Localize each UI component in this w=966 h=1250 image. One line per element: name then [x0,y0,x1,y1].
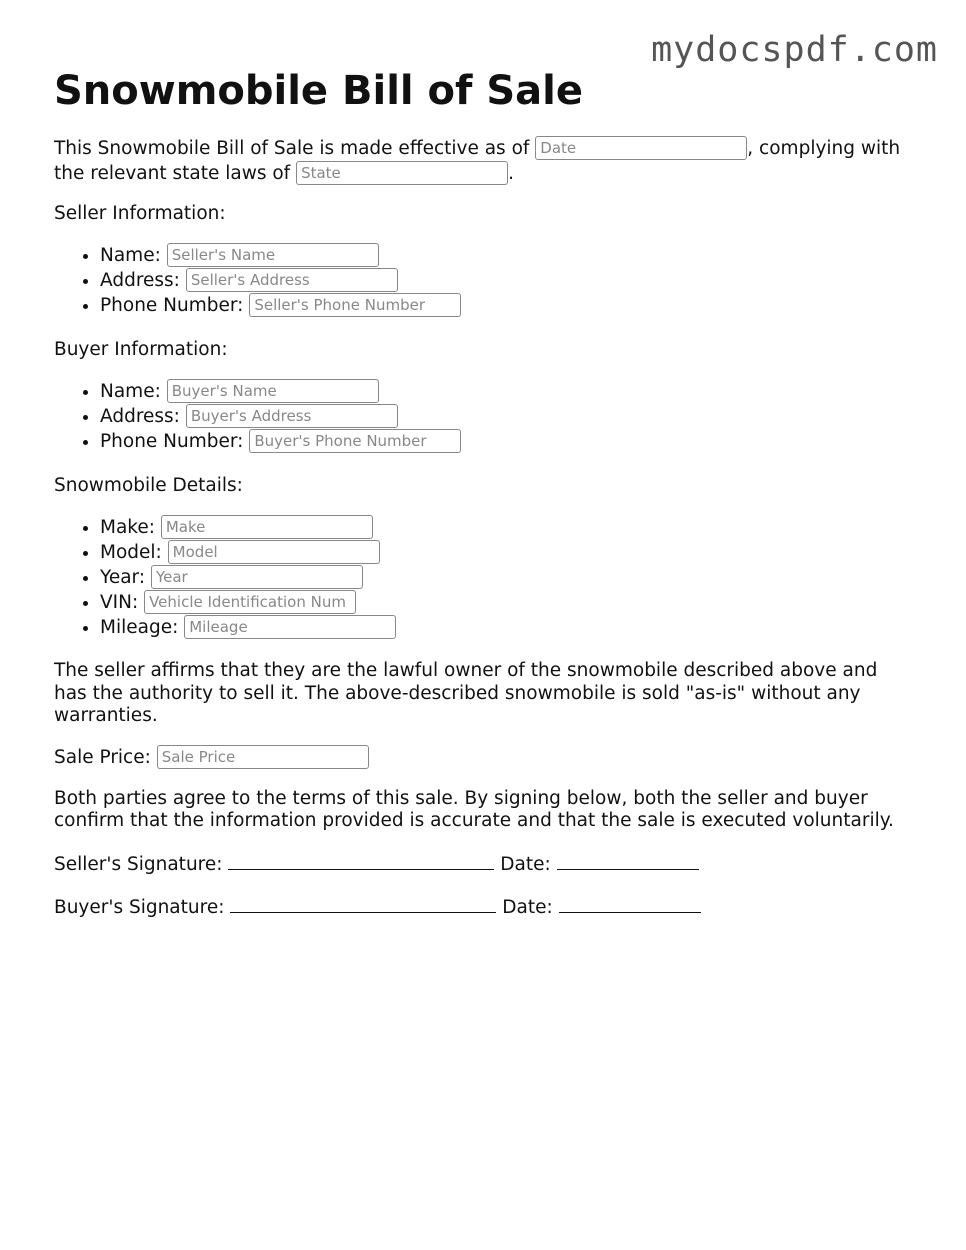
snowmobile-list [54,515,914,640]
seller-address-label: Address: [100,270,180,291]
state-input[interactable]: State [296,161,508,185]
list-item [100,404,914,429]
buyer-date-label: Date: [502,896,553,918]
buyer-address-input[interactable]: Buyer's Address [186,404,398,428]
effective-date-input[interactable]: Date [535,136,747,160]
sale-price-input[interactable]: Sale Price [157,745,369,769]
buyer-name-label: Name: [100,381,161,402]
page-title: Snowmobile Bill of Sale [54,68,583,114]
buyer-phone-input[interactable]: Buyer's Phone Number [249,429,461,453]
model-input[interactable]: Model [168,540,380,564]
sale-price-label: Sale Price: [54,746,151,768]
list-item [100,429,914,454]
vin-label: VIN: [100,592,139,613]
seller-heading: Seller Information: [54,203,226,224]
watermark: mydocspdf.com [651,30,938,70]
buyer-name-input[interactable]: Buyer's Name [167,379,379,403]
seller-date-label: Date: [500,853,551,875]
buyer-list [54,379,914,454]
list-item [100,379,914,404]
make-input[interactable]: Make [161,515,373,539]
seller-signature-line [54,851,914,877]
list-item [100,515,914,540]
buyer-signature-blank[interactable] [230,894,496,913]
list-item [100,268,914,293]
affirmation-paragraph: The seller affirms that they are the lawful owner of the snowmobile described above and has the authority to sell it. The above-described snowmobile is sold "as-is" without any warranties. [54,660,878,726]
snowmobile-heading: Snowmobile Details: [54,475,243,496]
seller-signature-blank[interactable] [228,851,494,870]
vin-input[interactable]: Vehicle Identification Num [144,590,356,614]
seller-name-input[interactable]: Seller's Name [167,243,379,267]
intro-text-3: . [508,163,514,184]
agreement-paragraph: Both parties agree to the terms of this sale. By signing below, both the seller and buyer confirm that the information provided is accurate and that the sale is executed voluntarily. [54,787,894,831]
sale-price-line [54,746,914,770]
seller-date-blank[interactable] [557,851,699,870]
make-label: Make: [100,517,155,538]
intro-paragraph [54,136,914,186]
buyer-signature-label: Buyer's Signature: [54,896,225,918]
list-item [100,615,914,640]
intro-text-1: This Snowmobile Bill of Sale is made effective as of [54,138,536,159]
list-item [100,565,914,590]
buyer-signature-line [54,894,914,920]
year-input[interactable]: Year [151,565,363,589]
year-label: Year: [100,567,146,588]
mileage-label: Mileage: [100,617,179,638]
model-label: Model: [100,542,162,563]
seller-signature-label: Seller's Signature: [54,853,223,875]
list-item [100,540,914,565]
buyer-phone-label: Phone Number: [100,431,244,452]
buyer-heading: Buyer Information: [54,339,228,360]
list-item [100,243,914,268]
seller-address-input[interactable]: Seller's Address [186,268,398,292]
list-item [100,590,914,615]
mileage-input[interactable]: Mileage [184,615,396,639]
list-item [100,293,914,318]
seller-list [54,243,914,318]
seller-name-label: Name: [100,245,161,266]
document-body [54,68,914,937]
intro-text-2: , complying with the relevant state laws of [54,138,901,184]
seller-phone-label: Phone Number: [100,295,244,316]
seller-phone-input[interactable]: Seller's Phone Number [249,293,461,317]
buyer-date-blank[interactable] [559,894,701,913]
buyer-address-label: Address: [100,406,180,427]
